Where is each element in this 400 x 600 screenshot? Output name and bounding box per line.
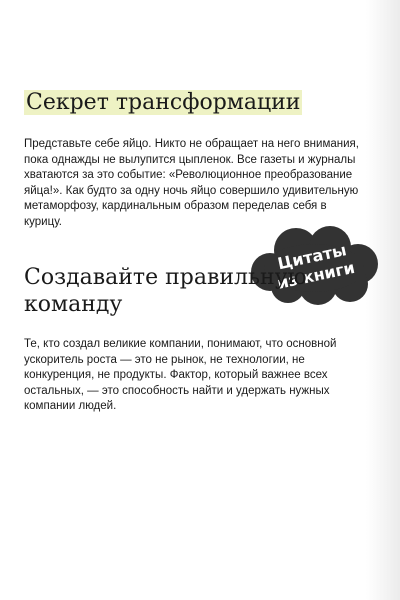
section-title-transformation [24, 88, 302, 118]
paragraph-team: Те, кто создал великие компании, понимают, что основной ускоритель роста — это не рынок, не технологии, не конкуренция, не продукты. Фактор, который важнее всех остальных, — это способность найти и удержать нужных компании людей. [24, 338, 337, 412]
badge-label: Цитаты из книги [275, 240, 357, 293]
title-highlight: Секрет трансформации [26, 90, 301, 115]
paragraph-egg: Представьте себе яйцо. Никто не обращает на него внимания, пока однажды не вылупится цыпленок. Все газеты и журналы хватаются за это событие: «Революционное преобразование яйца!». Как будто за одну ночь яйцо совершило удивительную метаморфозу, кардинальным образом переделав себя в курицу. [24, 138, 359, 228]
section-title-team: Создавайте правильную команду [24, 265, 307, 317]
